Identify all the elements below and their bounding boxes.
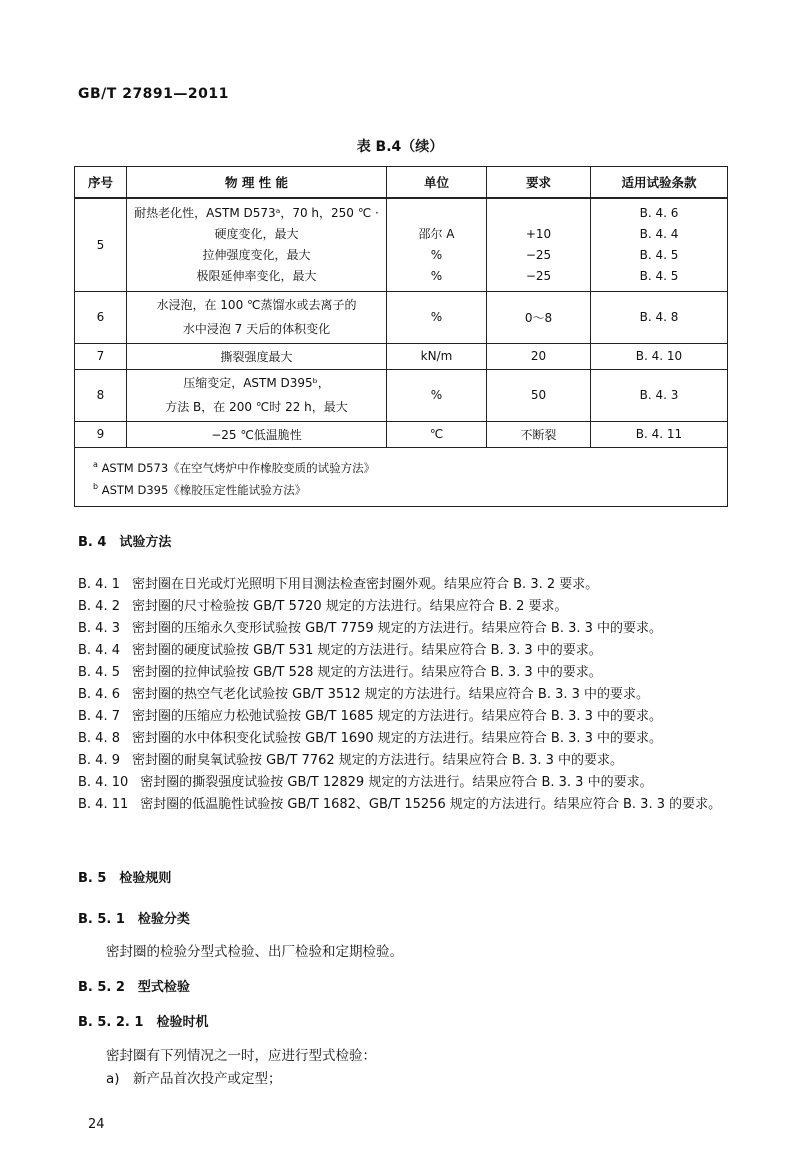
clause-item	[78, 750, 728, 772]
row-unit: kN/m	[387, 343, 487, 369]
table-note	[93, 454, 727, 476]
row-requirement: 0～8	[487, 291, 591, 343]
header-clause: 适用试验条款	[591, 167, 728, 199]
row-no: 6	[75, 291, 127, 343]
property-line: 方法 B，在 200 ℃时 22 h，最大	[165, 400, 348, 414]
section-b51-text: 密封圈的检验分型式检验、出厂检验和定期检验。	[106, 944, 403, 960]
physical-properties-table	[74, 166, 728, 507]
row-no: 9	[75, 421, 127, 447]
property-line: 耐热老化性，ASTM D573ᵃ，70 h，250 ℃ ·	[134, 205, 379, 220]
section-b4-title: B. 4 试验方法	[78, 535, 172, 550]
table-row	[75, 291, 728, 343]
clause-number: B. 4. 3	[78, 621, 120, 636]
header-no: 序号	[75, 167, 127, 199]
row-requirement: 不断裂	[487, 421, 591, 447]
clause-number: B. 4. 2	[78, 599, 120, 614]
clause-item	[78, 706, 728, 728]
row-requirement: 50	[487, 369, 591, 421]
clause-text: 密封圈的压缩应力松弛试验按 GB/T 1685 规定的方法进行。结果应符合 B. 3. 3 中的要求。	[132, 709, 663, 724]
row-unit	[387, 198, 487, 291]
property-line: 硬度变化，最大	[214, 226, 299, 241]
row-requirement: 20	[487, 343, 591, 369]
clause-text: 密封圈的低温脆性试验按 GB/T 1682、GB/T 15256 规定的方法进行。结果应符合 B. 3. 3 的要求。	[140, 797, 722, 812]
clause-item	[78, 794, 728, 816]
row-property	[127, 291, 387, 343]
clause-number: B. 4. 5	[78, 665, 120, 680]
section-b521-item-a: a) 新产品首次投产或定型；	[106, 1071, 282, 1087]
header-requirement: 要求	[487, 167, 591, 199]
requirement-line: +10	[525, 226, 552, 241]
row-clause: B. 4. 11	[591, 421, 728, 447]
property-line: 拉伸强度变化，最大	[202, 247, 311, 262]
header-property: 物 理 性 能	[127, 167, 387, 199]
clause-text: 密封圈的尺寸检验按 GB/T 5720 规定的方法进行。结果应符合 B. 2 要求。	[132, 599, 568, 614]
table-row	[75, 198, 728, 291]
row-unit: %	[387, 369, 487, 421]
note-mark: b	[93, 481, 99, 491]
section-b521-title: B. 5. 2. 1 检验时机	[78, 1015, 209, 1030]
section-b51-title: B. 5. 1 检验分类	[78, 912, 190, 927]
row-property: −25 ℃低温脆性	[127, 421, 387, 447]
clause-text: 密封圈的硬度试验按 GB/T 531 规定的方法进行。结果应符合 B. 3. 3 中的要求。	[132, 643, 602, 658]
table-caption: 表 B.4（续）	[356, 139, 444, 155]
unit-line: 邵尔 A	[418, 226, 455, 241]
table-row	[75, 369, 728, 421]
section-b52-title: B. 5. 2 型式检验	[78, 980, 190, 995]
clause-text: 密封圈的压缩永久变形试验按 GB/T 7759 规定的方法进行。结果应符合 B. 3. 3 中的要求。	[132, 621, 663, 636]
clause-number: B. 4. 8	[78, 731, 120, 746]
section-b521-text: 密封圈有下列情况之一时，应进行型式检验：	[106, 1048, 376, 1064]
row-clause: B. 4. 8	[591, 291, 728, 343]
clause-number: B. 4. 1	[78, 577, 120, 592]
row-no: 7	[75, 343, 127, 369]
clause-text: 密封圈在日光或灯光照明下用目测法检查密封圈外观。结果应符合 B. 3. 2 要求。	[132, 577, 599, 592]
clause-text: 密封圈的热空气老化试验按 GB/T 3512 规定的方法进行。结果应符合 B. 3. 3 中的要求。	[132, 687, 650, 702]
row-property	[127, 198, 387, 291]
requirement-line: −25	[525, 247, 552, 262]
clause-item	[78, 640, 728, 662]
clause-item	[78, 596, 728, 618]
clause-item	[78, 662, 728, 684]
clause-number: B. 4. 10	[78, 775, 129, 790]
row-clause: B. 4. 3	[591, 369, 728, 421]
clause-number: B. 4. 6	[78, 687, 120, 702]
row-clause	[591, 198, 728, 291]
clause-line: B. 4. 6	[639, 205, 679, 220]
clause-number: B. 4. 9	[78, 753, 120, 768]
requirement-line: −25	[525, 268, 552, 283]
section-b4-items	[78, 574, 728, 816]
unit-line: %	[430, 247, 443, 262]
header-unit: 单位	[387, 167, 487, 199]
clause-text: 密封圈的撕裂强度试验按 GB/T 12829 规定的方法进行。结果应符合 B. 3. 3 中的要求。	[140, 775, 653, 790]
table-row	[75, 421, 728, 447]
note-text: ASTM D395《橡胶压定性能试验方法》	[101, 482, 307, 497]
table-row	[75, 343, 728, 369]
clause-text: 密封圈的耐臭氧试验按 GB/T 7762 规定的方法进行。结果应符合 B. 3. 3 中的要求。	[132, 753, 624, 768]
property-line: 水浸泡，在 100 ℃蒸馏水或去离子的	[156, 298, 357, 312]
clause-item	[78, 574, 728, 596]
table-notes	[75, 447, 728, 506]
row-requirement	[487, 198, 591, 291]
requirement-line	[487, 203, 590, 224]
clause-line: B. 4. 5	[639, 247, 679, 262]
row-unit: ℃	[387, 421, 487, 447]
property-line: 压缩变定，ASTM D395ᵇ，	[183, 376, 330, 390]
property-line: 极限延伸率变化，最大	[196, 268, 317, 283]
table-note	[93, 476, 727, 498]
note-mark: a	[93, 459, 98, 469]
note-text: ASTM D573《在空气烤炉中作橡胶变质的试验方法》	[101, 460, 376, 475]
clause-item	[78, 772, 728, 794]
row-unit: %	[387, 291, 487, 343]
row-no: 5	[75, 198, 127, 291]
clause-number: B. 4. 7	[78, 709, 120, 724]
clause-number: B. 4. 4	[78, 643, 120, 658]
section-b5-title: B. 5 检验规则	[78, 871, 172, 886]
table-notes-row	[75, 447, 728, 506]
row-clause: B. 4. 10	[591, 343, 728, 369]
clause-item	[78, 618, 728, 640]
row-no: 8	[75, 369, 127, 421]
table-header-row	[75, 167, 728, 199]
clause-line: B. 4. 4	[639, 226, 679, 241]
page-number: 24	[88, 1117, 105, 1132]
row-property	[127, 369, 387, 421]
clause-item	[78, 684, 728, 706]
clause-item	[78, 728, 728, 750]
clause-text: 密封圈的拉伸试验按 GB/T 528 规定的方法进行。结果应符合 B. 3. 3 中的要求。	[132, 665, 602, 680]
clause-text: 密封圈的水中体积变化试验按 GB/T 1690 规定的方法进行。结果应符合 B. 3. 3 中的要求。	[132, 731, 663, 746]
standard-number: GB/T 27891—2011	[78, 86, 229, 102]
row-property: 撕裂强度最大	[127, 343, 387, 369]
unit-line	[387, 203, 486, 224]
unit-line: %	[430, 268, 443, 283]
clause-line: B. 4. 5	[639, 268, 679, 283]
property-line: 水中浸泡 7 天后的体积变化	[182, 322, 331, 336]
clause-number: B. 4. 11	[78, 797, 129, 812]
